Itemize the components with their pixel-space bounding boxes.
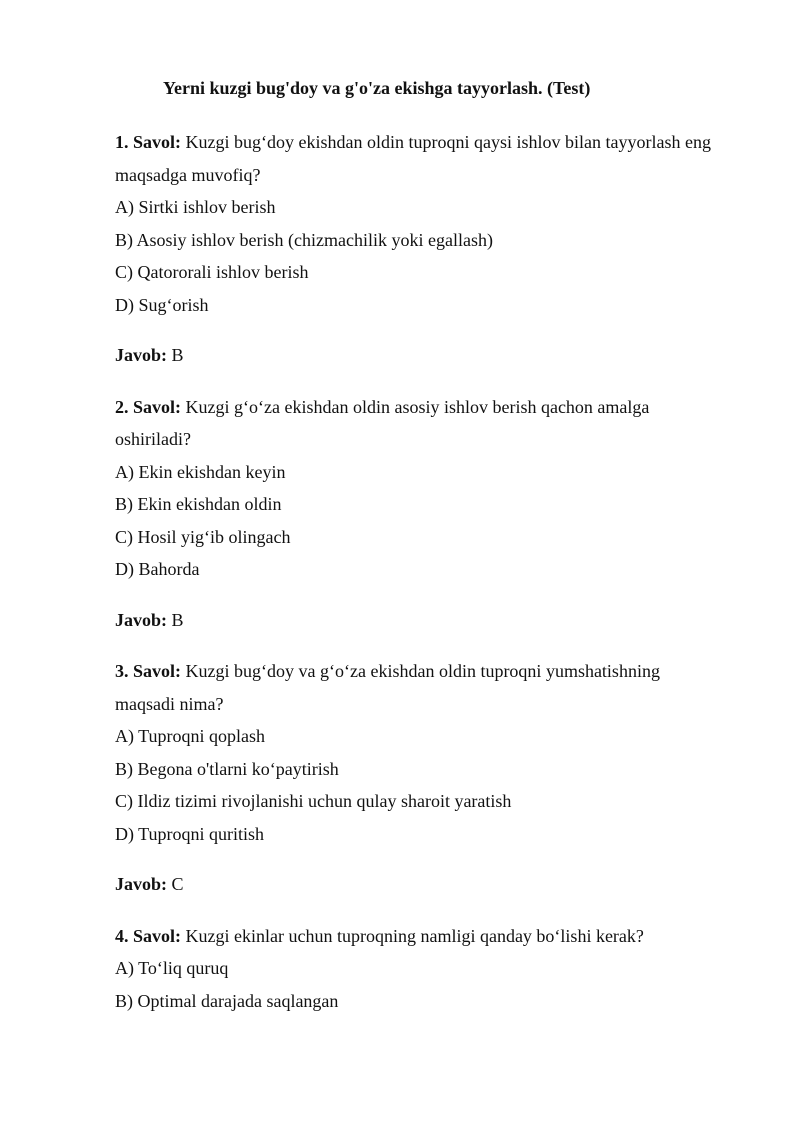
question-label: 4. Savol: [115,925,182,946]
document-body [115,126,755,1017]
question-3 [115,655,755,901]
option-c: C) Ildiz tizimi rivojlanishi uchun qulay sharoit yaratish [115,791,512,811]
question-1 [115,126,755,372]
answer-line [115,604,755,637]
answer-value: C [171,874,184,894]
option-a: A) Sirtki ishlov berish [115,197,276,217]
answer-line [115,339,755,372]
option-b: B) Ekin ekishdan oldin [115,494,282,514]
option-d: D) Tuproqni quritish [115,823,265,844]
option-a: A) Tuproqni qoplash [115,726,266,746]
option-c: C) Qatororali ishlov berish [115,262,309,282]
answer-label: Javob: [115,874,168,894]
answer-label: Javob: [115,345,168,365]
answer-line [115,868,755,901]
answer-label: Javob: [115,609,168,630]
question-2 [115,391,755,637]
question-text [115,126,740,191]
option-a: A) To‘liq quruq [115,958,229,978]
question-label: 1. Savol: [115,132,182,152]
document-title: Yerni kuzgi bug'doy va g'o'za ekishga tayyorlash. (Test) [163,78,591,98]
option-b: B) Optimal darajada saqlangan [115,990,339,1011]
question-4 [115,920,755,1018]
option-d: D) Bahorda [115,559,200,579]
question-text [115,655,700,720]
question-body: Kuzgi ekinlar uchun tuproqning namligi qanday bo‘lishi kerak? [185,925,644,946]
question-text [115,920,755,953]
question-body: Kuzgi g‘o‘za ekishdan oldin asosiy ishlov berish qachon amalga oshiriladi? [115,396,650,449]
answer-value: B [171,345,184,365]
answer-value: B [171,609,184,630]
question-body: Kuzgi bug‘doy va g‘o‘za ekishdan oldin tuproqni yumshatishning maqsadi nima? [115,661,660,714]
question-label: 2. Savol: [115,396,182,417]
question-text [115,391,690,456]
option-b: B) Asosiy ishlov berish (chizmachilik yoki egallash) [115,229,493,250]
option-c: C) Hosil yig‘ib olingach [115,526,291,547]
question-label: 3. Savol: [115,661,182,681]
option-a: A) Ekin ekishdan keyin [115,461,286,482]
option-d: D) Sug‘orish [115,294,209,315]
question-body: Kuzgi bug‘doy ekishdan oldin tuproqni qaysi ishlov bilan tayyorlash eng maqsadga muvofiq? [115,132,711,185]
option-b: B) Begona o'tlarni ko‘paytirish [115,758,339,779]
